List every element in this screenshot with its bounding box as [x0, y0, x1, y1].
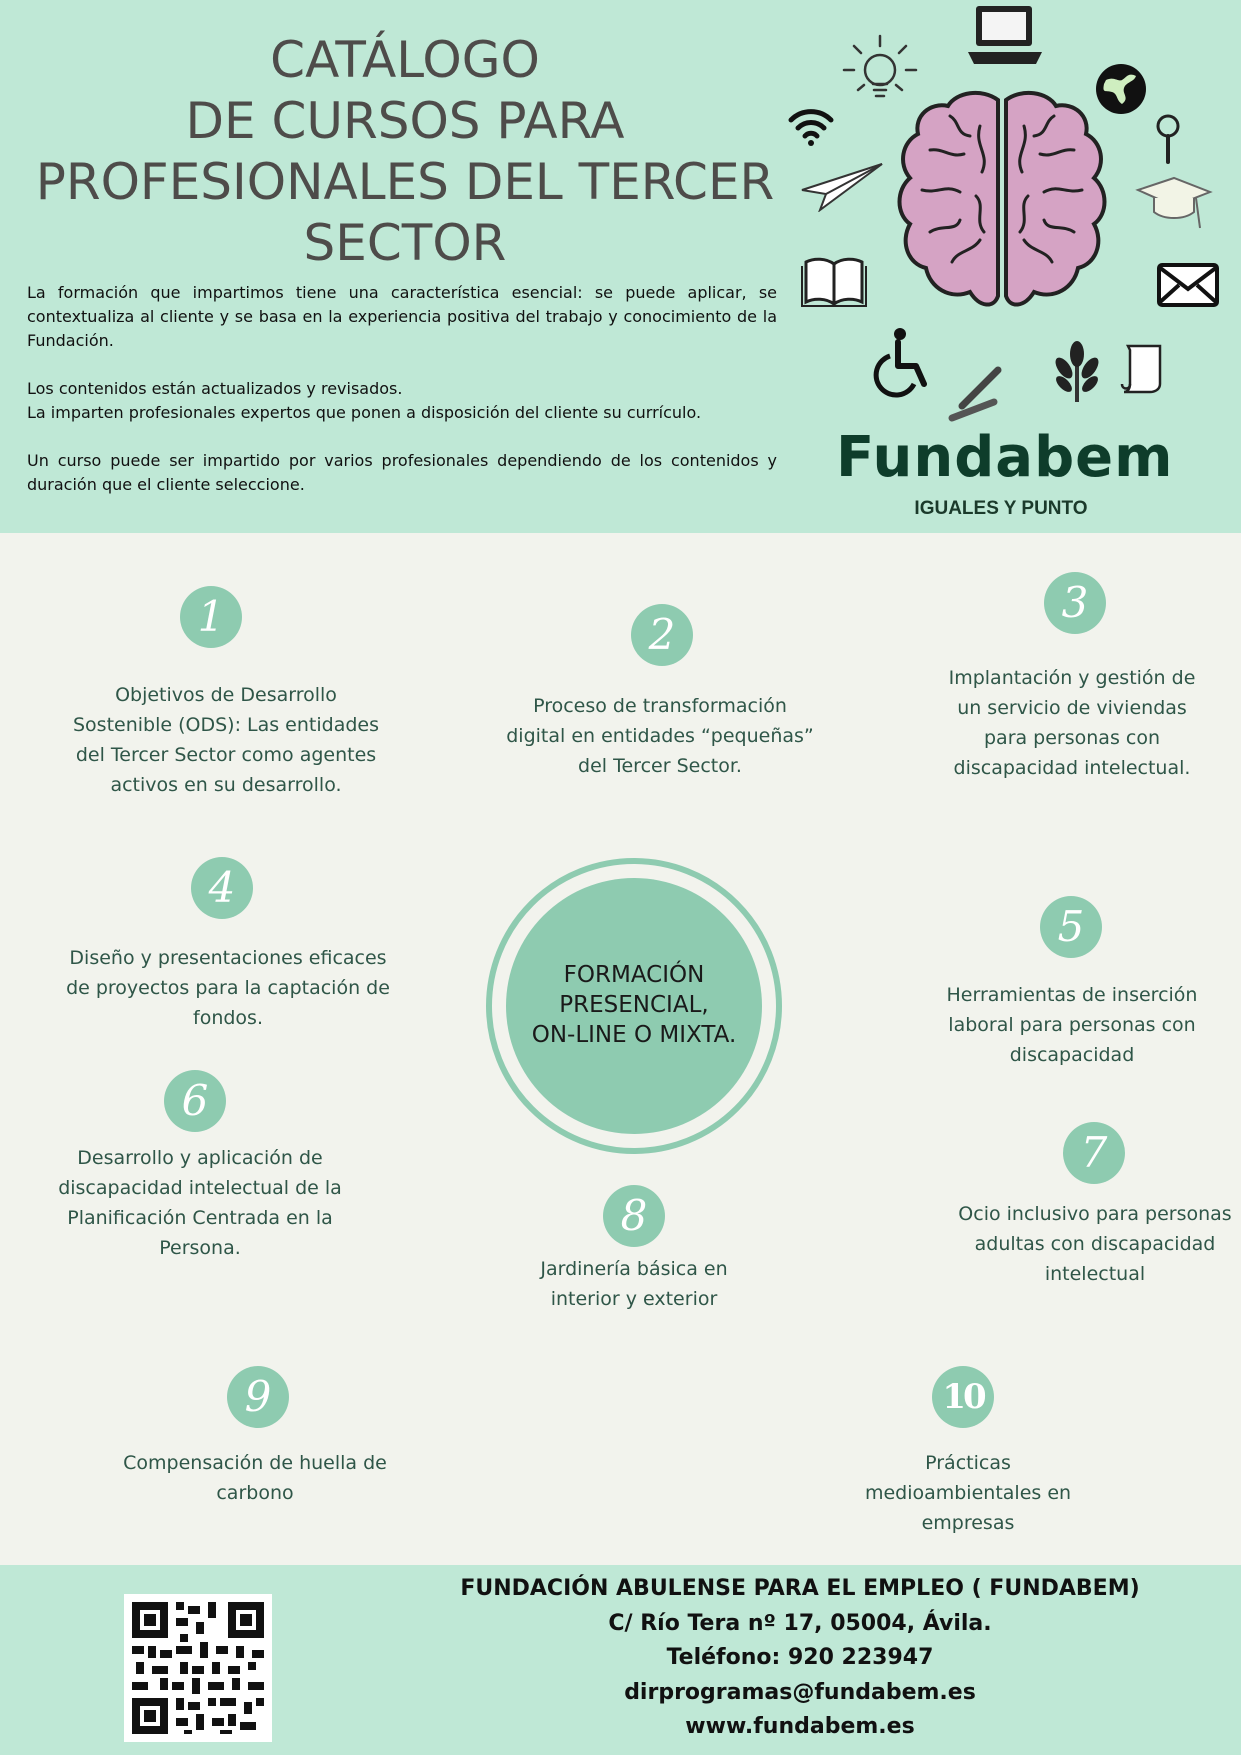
course-number-2: 2: [631, 604, 693, 666]
course-text-2: Proceso de transformación digital en entidades “pequeñas” del Tercer Sector.: [506, 695, 814, 777]
course-number-10: 10: [932, 1366, 994, 1428]
graduation-cap-icon: [1134, 172, 1214, 238]
footer-email[interactable]: dirprogramas@fundabem.es: [624, 1679, 976, 1705]
course-number-6: 6: [164, 1070, 226, 1132]
course-text-10: Prácticas medioambientales en empresas: [864, 1452, 1072, 1534]
intro-text: [27, 281, 777, 521]
course-number-7: 7: [1063, 1122, 1125, 1184]
laptop-icon: [966, 2, 1044, 72]
center-line-2: PRESENCIAL,: [559, 992, 709, 1018]
tagline: IGUALES Y PUNTO: [914, 498, 1088, 519]
wheelchair-icon: [868, 326, 932, 398]
title-line-3: PROFESIONALES DEL TERCER: [35, 153, 775, 211]
pencil-icon: [944, 366, 1004, 426]
brain-icon: [890, 86, 1114, 326]
course-text-4: Diseño y presentaciones eficaces de proyectos para la captación de fondos.: [66, 947, 390, 1029]
page-title: [20, 30, 790, 274]
course-number-8: 8: [603, 1185, 665, 1247]
intro-paragraph-4: Un curso puede ser impartido por varios profesionales dependiendo de los contenidos y duración que el cliente seleccione.: [27, 451, 777, 494]
intro-paragraph-1: La formación que impartimos tiene una característica esencial: se puede aplicar, se contextualiza al cliente y se basa en la experiencia positiva del trabajo y conocimiento de la Fundación.: [27, 283, 777, 350]
title-line-4: SECTOR: [303, 214, 507, 272]
center-line-3: ON-LINE O MIXTA.: [531, 1022, 737, 1048]
footer-org: FUNDACIÓN ABULENSE PARA EL EMPLEO ( FUNDABEM): [460, 1576, 1140, 1601]
course-text-6: Desarrollo y aplicación de discapacidad intelectual de la Planificación Centrada en la Persona.: [58, 1147, 342, 1259]
course-text-1: Objetivos de Desarrollo Sostenible (ODS): Las entidades del Tercer Sector como agentes activos en su desarrollo.: [72, 684, 379, 796]
intro-paragraph-3: La imparten profesionales expertos que ponen a disposición del cliente su currículo.: [27, 403, 702, 422]
magnifier-icon: [1152, 112, 1186, 166]
book-icon: [800, 254, 868, 310]
footer-phone: Teléfono: 920 223947: [666, 1645, 934, 1670]
wifi-icon: [786, 104, 836, 148]
plant-icon: [1052, 340, 1102, 406]
scroll-icon: [1118, 342, 1166, 396]
fundabem-logo: Fundabem: [836, 425, 1174, 490]
course-number-4: 4: [191, 857, 253, 919]
title-line-1: CATÁLOGO: [270, 31, 540, 89]
intro-paragraph-2: Los contenidos están actualizados y revisados.: [27, 379, 403, 398]
footer-website[interactable]: www.fundabem.es: [685, 1714, 915, 1739]
course-number-1: 1: [180, 586, 242, 648]
paper-plane-icon: [798, 160, 886, 212]
envelope-icon: [1156, 262, 1220, 308]
course-text-5: Herramientas de inserción laboral para personas con discapacidad: [946, 984, 1198, 1066]
qr-code: [124, 1594, 272, 1742]
footer-contact: [410, 1572, 1190, 1745]
course-text-3: Implantación y gestión de un servicio de viviendas para personas con discapacidad intelectual.: [948, 667, 1196, 779]
title-line-2: DE CURSOS PARA: [185, 92, 625, 150]
course-number-5: 5: [1040, 896, 1102, 958]
footer-address: C/ Río Tera nº 17, 05004, Ávila.: [608, 1610, 992, 1636]
course-text-7: Ocio inclusivo para personas adultas con discapacidad intelectual: [958, 1203, 1232, 1285]
course-number-9: 9: [227, 1366, 289, 1428]
center-line-1: FORMACIÓN: [563, 962, 705, 988]
course-text-9: Compensación de huella de carbono: [123, 1452, 387, 1504]
center-text: [506, 960, 762, 1050]
course-text-8: Jardinería básica en interior y exterior: [540, 1258, 728, 1310]
course-number-3: 3: [1044, 572, 1106, 634]
